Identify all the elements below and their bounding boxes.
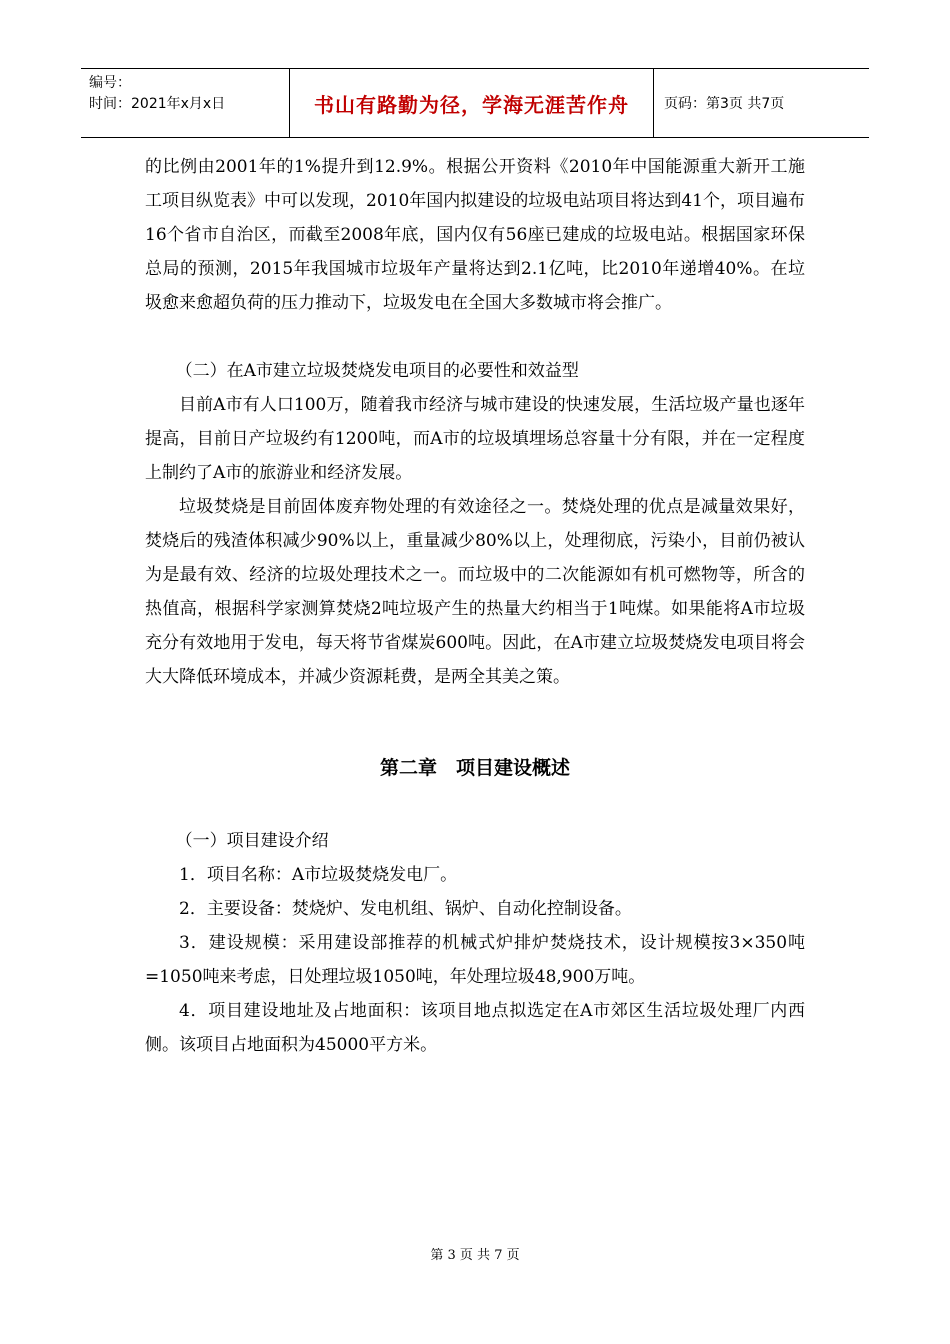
- document-body: [145, 150, 805, 1062]
- document-date: 时间：2021年x月x日: [89, 96, 226, 112]
- paragraph-1: 的比例由2001年的1%提升到12.9%。根据公开资料《2010年中国能源重大新开工施工项目纵览表》中可以发现，2010年国内拟建设的垃圾电站项目将达到41个，项目遍布16个省市自治区，而截至2008年底，国内仅有56座已建成的垃圾电站。根据国家环保总局的预测，2015年我国城市垃圾年产量将达到2.1亿吨，比2010年递增40%。在垃圾愈来愈超负荷的压力推动下，垃圾发电在全国大多数城市将会推广。: [145, 157, 805, 313]
- page-header: [81, 68, 869, 138]
- document-number: 编号：: [89, 75, 131, 91]
- list-item-2: 2．主要设备：焚烧炉、发电机组、锅炉、自动化控制设备。: [179, 899, 632, 919]
- list-item-1: 1．项目名称：A市垃圾焚烧发电厂。: [179, 865, 458, 885]
- section-heading-2: （二）在A市建立垃圾焚烧发电项目的必要性和效益型: [175, 361, 579, 381]
- chapter-title: 第二章 项目建设概述: [379, 757, 570, 779]
- header-page-info: 页码：第3页 共7页: [664, 96, 785, 112]
- page-footer: 第 3 页 共 7 页: [430, 1248, 520, 1263]
- list-item-4: 4．项目建设地址及占地面积：该项目地点拟选定在A市郊区生活垃圾处理厂内西侧。该项目占地面积为45000平方米。: [145, 1001, 805, 1055]
- section-heading-1: （一）项目建设介绍: [175, 831, 329, 851]
- header-meta: [81, 69, 290, 137]
- paragraph-3: 垃圾焚烧是目前固体废弃物处理的有效途径之一。焚烧处理的优点是减量效果好，焚烧后的残渣体积减少90%以上，重量减少80%以上，处理彻底，污染小，目前仍被认为是最有效、经济的垃圾处理技术之一。而垃圾中的二次能源如有机可燃物等，所含的热值高，根据科学家测算焚烧2吨垃圾产生的热量大约相当于1吨煤。如果能将A市垃圾充分有效地用于发电，每天将节省煤炭600吨。因此，在A市建立垃圾焚烧发电项目将会大大降低环境成本，并减少资源耗费，是两全其美之策。: [145, 497, 805, 687]
- list-item-3: 3．建设规模：采用建设部推荐的机械式炉排炉焚烧技术，设计规模按3×350吨=1050吨来考虑，日处理垃圾1050吨，年处理垃圾48,900万吨。: [145, 933, 805, 987]
- paragraph-2: 目前A市有人口100万，随着我市经济与城市建设的快速发展，生活垃圾产量也逐年提高，目前日产垃圾约有1200吨，而A市的垃圾填埋场总容量十分有限，并在一定程度上制约了A市的旅游业和经济发展。: [145, 395, 805, 483]
- header-motto: 书山有路勤为径，学海无涯苦作舟: [290, 69, 654, 137]
